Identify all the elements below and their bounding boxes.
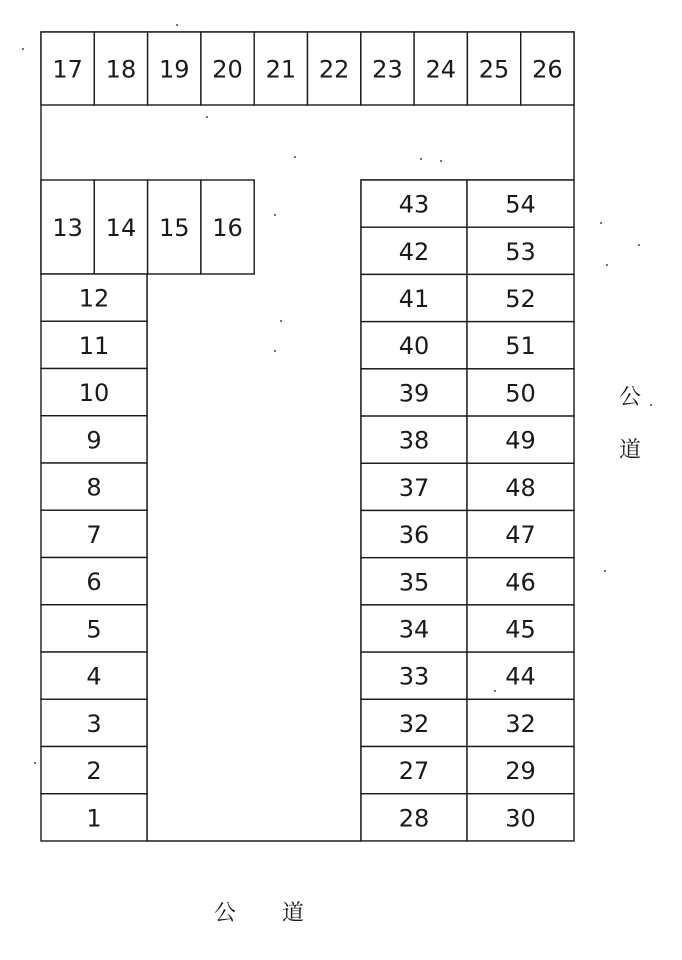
stall-number: 33 [398, 662, 430, 691]
stall-number: 2 [86, 757, 102, 786]
road-bottom-char-2: 道 [281, 901, 304, 926]
scan-speck [34, 762, 36, 764]
stall-42 [361, 227, 467, 274]
stall-number: 35 [398, 568, 430, 597]
stall-6 [41, 558, 147, 605]
stall-number: 27 [398, 757, 430, 786]
stall-33 [361, 652, 467, 699]
stall-4 [41, 652, 147, 699]
stall-number: 32 [505, 709, 536, 738]
stall-number: 1 [86, 804, 102, 833]
stall-5 [41, 605, 147, 652]
stall-51 [467, 322, 574, 369]
stall-number: 30 [505, 804, 536, 833]
stall-50 [467, 369, 574, 416]
scan-speck [274, 214, 276, 216]
stall-11 [41, 321, 147, 368]
stall-8 [41, 463, 147, 510]
stall-2 [41, 747, 147, 794]
stall-layer [41, 32, 574, 841]
stall-40 [361, 322, 467, 369]
stall-26 [521, 32, 574, 105]
stall-32 [467, 699, 574, 746]
stall-52 [467, 274, 574, 321]
scan-speck [420, 158, 422, 160]
stall-34 [361, 605, 467, 652]
stall-39 [361, 369, 467, 416]
public-road-label-right [618, 380, 642, 464]
stall-number: 9 [86, 426, 102, 455]
stall-number: 52 [505, 285, 536, 314]
stall-7 [41, 510, 147, 557]
road-right-char-2: 道 [618, 438, 641, 463]
stall-37 [361, 463, 467, 510]
stall-number: 4 [86, 662, 102, 691]
stall-number: 45 [505, 615, 536, 644]
stall-47 [467, 510, 574, 557]
stall-16 [201, 180, 254, 274]
stall-number: 11 [78, 331, 110, 360]
stall-12 [41, 274, 147, 321]
stall-number: 21 [265, 55, 297, 84]
stall-38 [361, 416, 467, 463]
stall-number: 7 [86, 520, 102, 549]
stall-number: 39 [398, 379, 430, 408]
stall-20 [201, 32, 254, 105]
stall-10 [41, 369, 147, 416]
stall-18 [94, 32, 147, 105]
stall-number: 42 [398, 237, 430, 266]
scan-speck [604, 570, 606, 572]
stall-number: 28 [398, 804, 430, 833]
stall-number: 34 [398, 615, 430, 644]
stall-number: 14 [105, 214, 137, 242]
stall-number: 44 [505, 662, 536, 691]
stall-24 [414, 32, 467, 105]
stall-number: 29 [505, 757, 536, 786]
stall-45 [467, 605, 574, 652]
stall-number: 40 [398, 332, 430, 361]
stall-number: 50 [505, 379, 536, 408]
stall-number: 20 [212, 55, 243, 84]
stall-number: 17 [52, 55, 83, 84]
stall-27 [361, 747, 467, 794]
stall-number: 51 [505, 332, 536, 361]
stall-25 [467, 32, 520, 105]
stall-number: 16 [212, 214, 243, 242]
scan-speck [206, 116, 208, 118]
stall-30 [467, 794, 574, 841]
stall-19 [148, 32, 201, 105]
stall-number: 8 [86, 473, 102, 502]
stall-15 [148, 180, 201, 274]
stall-48 [467, 463, 574, 510]
stall-41 [361, 274, 467, 321]
stall-35 [361, 558, 467, 605]
road-bottom-char-1: 公 [214, 901, 237, 926]
stall-number: 32 [398, 709, 430, 738]
stall-28 [361, 794, 467, 841]
scan-speck [494, 690, 496, 692]
scan-speck [294, 156, 296, 158]
stall-number: 23 [372, 55, 403, 84]
stall-number: 5 [86, 615, 102, 644]
stall-53 [467, 227, 574, 274]
scan-speck [650, 404, 652, 406]
stall-number: 41 [398, 285, 430, 314]
stall-number: 48 [505, 473, 536, 502]
stall-43 [361, 180, 467, 227]
stall-49 [467, 416, 574, 463]
stall-36 [361, 510, 467, 557]
scan-speck [638, 244, 640, 246]
scan-speck [280, 320, 282, 322]
stall-22 [308, 32, 361, 105]
scan-speck [440, 160, 442, 162]
scan-speck [274, 350, 276, 352]
scan-speck [22, 48, 24, 50]
stall-number: 13 [52, 214, 83, 242]
public-road-label-bottom [214, 896, 304, 927]
stall-number: 43 [398, 190, 430, 219]
stall-3 [41, 699, 147, 746]
stall-number: 37 [398, 473, 430, 502]
stall-29 [467, 747, 574, 794]
road-right-char-1: 公 [618, 385, 641, 410]
stall-1 [41, 794, 147, 841]
stall-13 [41, 180, 94, 274]
stall-number: 18 [105, 55, 137, 84]
stall-number: 54 [505, 190, 536, 219]
stall-23 [361, 32, 414, 105]
stall-14 [94, 180, 147, 274]
stall-number: 19 [158, 55, 190, 84]
stall-number: 53 [505, 237, 536, 266]
stall-number: 22 [318, 55, 350, 84]
stall-46 [467, 558, 574, 605]
stall-number: 26 [532, 55, 563, 84]
stall-32 [361, 699, 467, 746]
stall-number: 12 [78, 284, 110, 313]
stall-17 [41, 32, 94, 105]
scan-speck [600, 222, 602, 224]
stall-number: 46 [505, 568, 536, 597]
stall-number: 15 [158, 214, 190, 242]
stall-number: 24 [425, 55, 457, 84]
stall-44 [467, 652, 574, 699]
scan-speck [606, 264, 608, 266]
stall-number: 25 [478, 55, 510, 84]
stall-21 [254, 32, 307, 105]
scan-speck [176, 24, 178, 26]
stall-54 [467, 180, 574, 227]
stall-number: 6 [86, 568, 102, 597]
stall-number: 47 [505, 521, 536, 550]
stall-number: 3 [86, 709, 102, 738]
stall-number: 36 [398, 521, 430, 550]
stall-number: 38 [398, 426, 430, 455]
stall-number: 10 [78, 379, 110, 408]
stall-9 [41, 416, 147, 463]
stall-number: 49 [505, 426, 536, 455]
